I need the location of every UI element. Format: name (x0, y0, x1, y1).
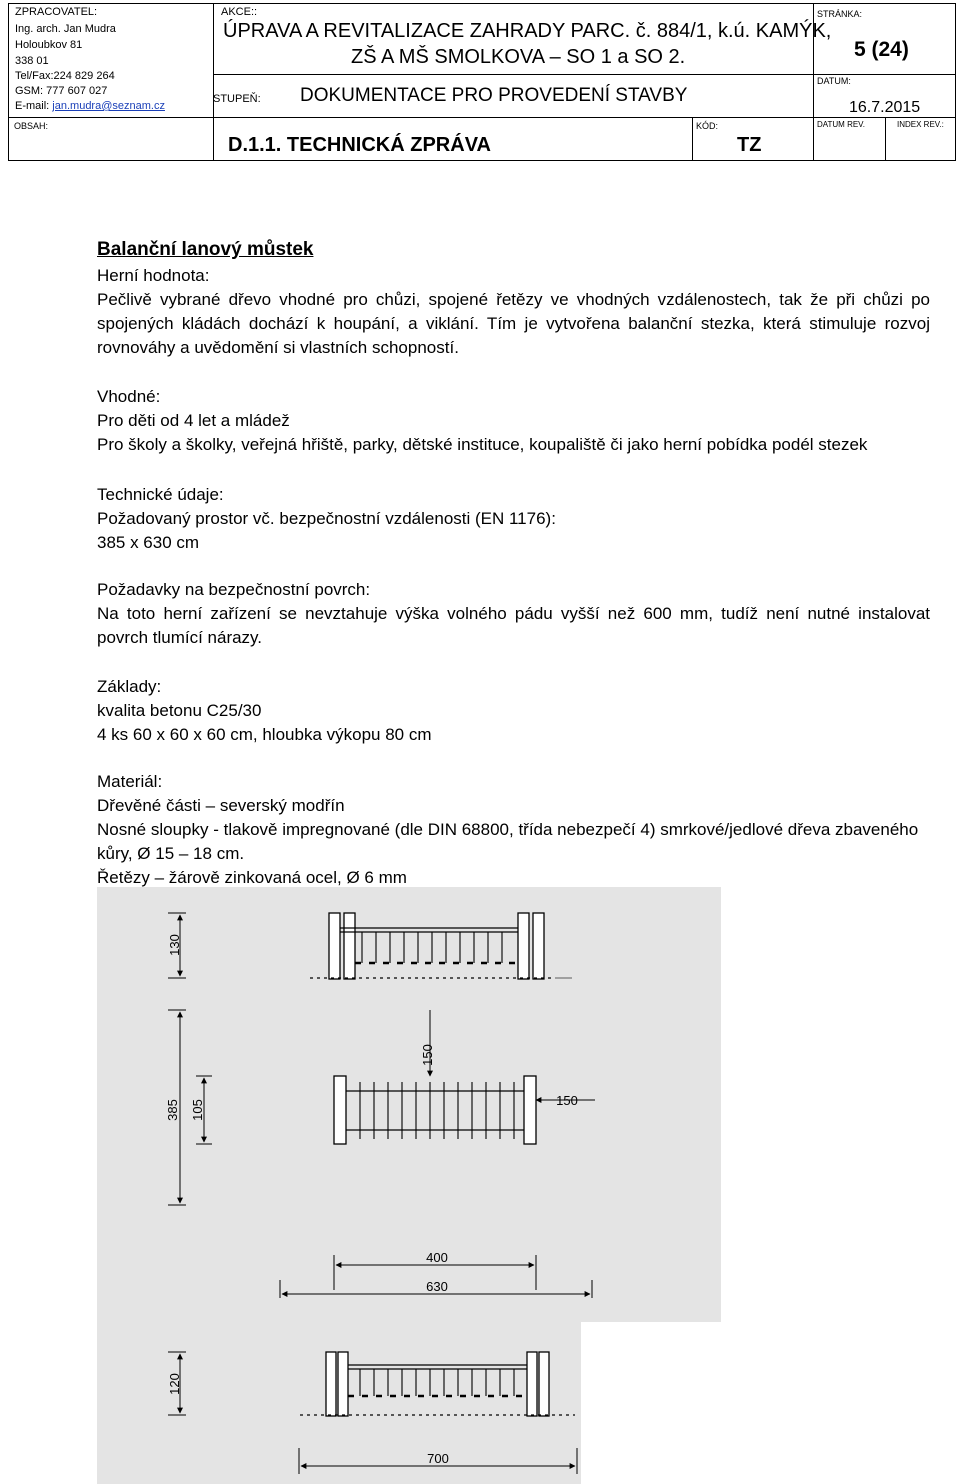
author-street: Holoubkov 81 (15, 39, 83, 51)
plan-view (334, 1076, 536, 1144)
stupen-value: DOKUMENTACE PRO PROVEDENÍ STAVBY (300, 85, 688, 106)
side-elevation (310, 913, 572, 979)
dim-120: 120 (167, 1373, 182, 1395)
datum-rev-label: DATUM REV. (817, 120, 866, 129)
tech-item-1: Požadovaný prostor vč. bezpečnostní vzdálenosti (EN 1176): (97, 509, 556, 528)
obsah-value: D.1.1. TECHNICKÁ ZPRÁVA (228, 134, 491, 156)
herni-line1: Pečlivě vybrané dřevo vhodné pro chůzi, spojené řetězy ve vhodných vzdálenostech, tak že při chůzi po (97, 290, 930, 309)
dim-150-vertical: 150 (420, 1044, 435, 1066)
page-heading: Balanční lanový můstek (97, 239, 314, 260)
kod-label: KÓD: (696, 121, 719, 131)
obsah-label: OBSAH: (14, 121, 49, 131)
dim-630: 630 (426, 1279, 448, 1294)
herni-line3: rovnováhy a uvědomění si vlastních schopností. (97, 338, 459, 357)
vhodne-item-1: Pro děti od 4 let a mládež (97, 411, 290, 430)
zaklady-item-1: kvalita betonu C25/30 (97, 701, 262, 720)
index-rev-label: INDEX REV.: (897, 120, 944, 129)
author-zip: 338 01 (15, 55, 49, 67)
author-telfax: Tel/Fax:224 829 264 (15, 70, 115, 82)
akce-line2: ZŠ A MŠ SMOLKOVA – SO 1 a SO 2. (351, 46, 686, 68)
tech-item-2: 385 x 630 cm (97, 533, 200, 552)
dim-150-horizontal: 150 (556, 1093, 578, 1108)
herni-label: Herní hodnota: (97, 266, 210, 285)
email-link[interactable]: jan.mudra@seznam.cz (52, 100, 165, 112)
zaklady-item-2: 4 ks 60 x 60 x 60 cm, hloubka výkopu 80 cm (97, 725, 432, 744)
zpracovatel-label: ZPRACOVATEL: (15, 6, 98, 18)
akce-line1: ÚPRAVA A REVITALIZACE ZAHRADY PARC. č. 884/1, k.ú. KAMÝK, (223, 20, 832, 42)
dim-400: 400 (426, 1250, 448, 1265)
stranka-value: 5 (24) (854, 38, 909, 61)
material-item-3: Řetězy – žárově zinkovaná ocel, Ø 6 mm (97, 868, 407, 887)
datum-label: DATUM: (817, 76, 851, 86)
tech-label: Technické údaje: (97, 485, 224, 504)
datum-value: 16.7.2015 (849, 99, 921, 116)
material-item-1: Dřevěné části – severský modřín (97, 796, 345, 815)
stupen-label: STUPEŇ: (213, 93, 261, 105)
dim-700: 700 (427, 1451, 449, 1466)
herni-line2: spojených kládách dochází k houpání, a viklání. Tím je vytvořena balanční stezka, která stimuluje rozvoj (97, 314, 930, 333)
vhodne-item-2: Pro školy a školky, veřejná hřiště, parky, dětské instituce, koupaliště či jako herní pobídka podél stezek (97, 435, 868, 454)
front-dims (168, 1352, 577, 1474)
zaklady-label: Základy: (97, 677, 162, 696)
povrch-line2: povrch tlumící nárazy. (97, 628, 263, 647)
material-label: Materiál: (97, 772, 163, 791)
povrch-line1: Na toto herní zařízení se nevztahuje výška volného pádu vyšší než 600 mm, tudíž není nutné instalovat (97, 604, 930, 623)
author-name: Ing. arch. Jan Mudra (15, 23, 116, 35)
povrch-label: Požadavky na bezpečnostní povrch: (97, 580, 371, 599)
dim-130: 130 (167, 934, 182, 956)
author-gsm: GSM: 777 607 027 (15, 85, 108, 97)
kod-value: TZ (737, 134, 762, 156)
stranka-label: STRÁNKA: (817, 9, 863, 19)
material-item-2-line1: Nosné sloupky - tlakově impregnované (dle DIN 68800, třída nebezpečí 4) smrkové/jedlové dřeva zbaveného (97, 820, 919, 839)
plan-dims (168, 1010, 595, 1298)
front-elevation (300, 1352, 575, 1416)
akce-label: AKCE:: (221, 6, 258, 18)
dim-105: 105 (190, 1099, 205, 1121)
material-item-2-line2: kůry, Ø 15 – 18 cm. (97, 844, 245, 863)
author-email: E-mail: jan.mudra@seznam.cz (15, 100, 165, 112)
vhodne-label: Vhodné: (97, 387, 161, 406)
dim-385: 385 (165, 1099, 180, 1121)
